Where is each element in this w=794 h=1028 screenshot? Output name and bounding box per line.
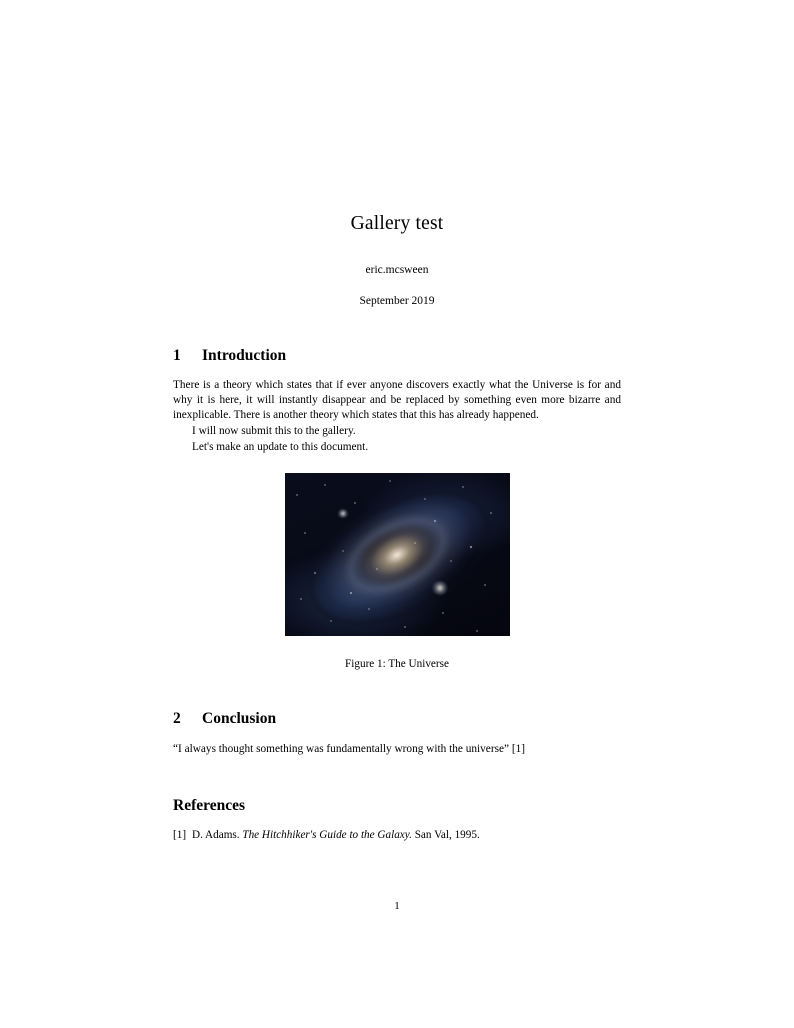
references-heading: References bbox=[173, 797, 246, 815]
page-number: 1 bbox=[394, 900, 400, 912]
document-body bbox=[173, 0, 621, 841]
reference-item bbox=[173, 829, 621, 841]
reference-label: [1] bbox=[173, 829, 187, 842]
reference-work: The Hitchhiker's Guide to the Galaxy. bbox=[242, 829, 412, 842]
section-number: 1 bbox=[173, 347, 181, 365]
reference-text bbox=[192, 829, 621, 841]
section-heading-conclusion bbox=[173, 710, 621, 728]
section-title: Conclusion bbox=[202, 710, 277, 728]
paragraph-conclusion-1: “I always thought something was fundamentally wrong with the universe” [1] bbox=[173, 743, 526, 756]
reference-author: D. Adams. bbox=[192, 829, 240, 842]
document-date: September 2019 bbox=[359, 295, 435, 308]
section-title: Introduction bbox=[202, 347, 287, 365]
section-number: 2 bbox=[173, 710, 181, 728]
paragraph-intro-3: Let's make an update to this document. bbox=[192, 441, 369, 454]
figure-caption: Figure 1: The Universe bbox=[345, 658, 449, 671]
paragraph-intro-1: There is a theory which states that if ever anyone discovers exactly what the Universe is for and why it is here, it will instantly disappear and be replaced by something even more bizarre and inexplicable. There is another theory which states that this has already happened. bbox=[173, 379, 621, 422]
page-title: Gallery test bbox=[350, 213, 444, 234]
figure-block bbox=[173, 473, 621, 670]
paragraph-intro-2: I will now submit this to the gallery. bbox=[192, 425, 356, 438]
galaxy-image bbox=[285, 473, 510, 636]
document-author: eric.mcsween bbox=[365, 264, 429, 277]
section-heading-introduction bbox=[173, 347, 621, 365]
reference-publisher: San Val, 1995. bbox=[414, 829, 480, 842]
